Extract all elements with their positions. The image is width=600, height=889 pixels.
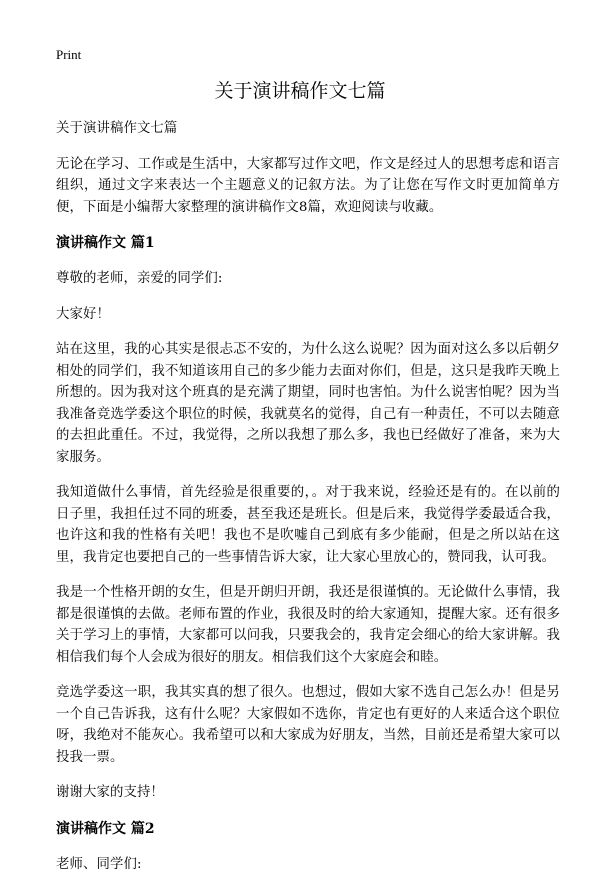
print-link[interactable]: Print: [56, 47, 82, 62]
section-1-paragraph-4: 竞选学委这一职，我其实真的想了很久。也想过，假如大家不选自己怎么办！但是另一个自己告诉我，这有什么呢？大家假如不选你，肯定也有更好的人来适合这个职位呀，我绝对不能灰心。我希望可以和大家成为好朋友，当然，目前还是希望大家可以投我一票。: [56, 685, 560, 765]
section-heading-1: 演讲稿作文 篇1: [56, 235, 155, 251]
document-body: [56, 118, 560, 889]
section-1-paragraph-2: 我知道做什么事情，首先经验是很重要的，。对于我来说，经验还是有的。在以前的日子里，我担任过不同的班委，甚至我还是班长。但是后来，我觉得学委最适合我，也许这和我的性格有关吧！我也不是吹嘘自己到底有多少能耐，但是之所以站在这里，我肯定也要把自己的一些事情告诉大家，让大家心里放心的，赞同我，认可我。: [56, 485, 560, 565]
section-1-greeting: 尊敬的老师，亲爱的同学们:: [56, 271, 223, 286]
intro-paragraph: 无论在学习、工作或是生活中，大家都写过作文吧，作文是经过人的思想考虑和语言组织，通过文字来表达一个主题意义的记叙方法。为了让您在写作文时更加简单方便，下面是小编帮大家整理的演讲稿作文8篇，欢迎阅读与收藏。: [56, 156, 560, 215]
document-title: 关于演讲稿作文七篇: [214, 80, 386, 102]
section-1-closing: 谢谢大家的支持！: [56, 785, 164, 800]
section-1-paragraph-1: 站在这里，我的心其实是很忐忑不安的，为什么这么说呢？因为面对这么多以后朝夕相处的同学们，我不知道该用自己的多少能力去面对你们，但是，这只是我昨天晚上所想的。因为我对这个班真的是充满了期望，同时也害怕。为什么说害怕呢？因为当我准备竞选学委这个职位的时候，我就莫名的觉得，自己有一种责任，不可以去随意的去担此重任。不过，我觉得，之所以我想了那么多，我也已经做好了准备，来为大家服务。: [56, 342, 560, 465]
section-heading-2: 演讲稿作文 篇2: [56, 820, 155, 837]
document-subtitle: 关于演讲稿作文七篇: [56, 121, 178, 136]
section-1-hello: 大家好！: [56, 306, 110, 322]
section-2-greeting: 老师、同学们:: [56, 856, 142, 872]
section-1-paragraph-3: 我是一个性格开朗的女生，但是开朗归开朗，我还是很谨慎的。无论做什么事情，我都是很谨慎的去做。老师布置的作业，我很及时的给大家通知，提醒大家。还有很多关于学习上的事情，大家都可以问我，只要我会的，我肯定会细心的给大家讲解。我相信我们每个人会成为很好的朋友。相信我们这个大家庭会和睦。: [56, 585, 560, 665]
